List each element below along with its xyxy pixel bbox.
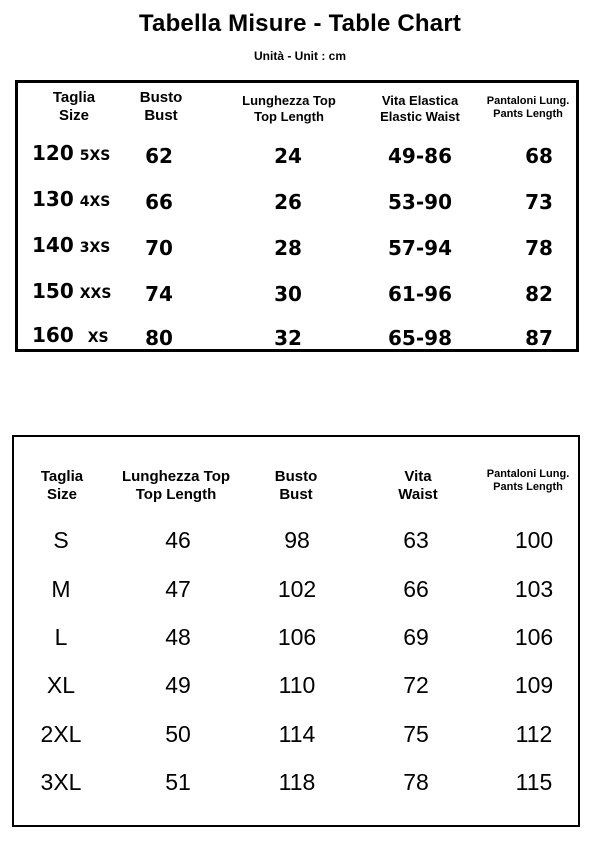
- pants-cell: 109: [514, 672, 554, 698]
- pants-cell: 103: [514, 576, 554, 602]
- size-cell: 150 XXS: [32, 279, 112, 303]
- size-cell: 2XL: [40, 721, 82, 747]
- waist-cell: 65-98: [388, 326, 452, 350]
- size-cell: S: [53, 527, 69, 553]
- waist-cell: 69: [403, 624, 429, 650]
- waist-cell: 63: [403, 527, 429, 553]
- bust-cell: 70: [145, 236, 173, 260]
- kids-size-table: [15, 80, 579, 352]
- header-size: Taglia Size: [40, 468, 84, 504]
- size-cell: L: [54, 624, 68, 650]
- header-pants-length: Pantaloni Lung. Pants Length: [486, 95, 570, 121]
- top-length-cell: 26: [274, 190, 302, 214]
- size-cell: 3XL: [40, 769, 82, 795]
- header-elastic-waist: Vita Elastica Elastic Waist: [380, 93, 460, 124]
- bust-cell: 106: [277, 624, 317, 650]
- top-length-cell: 50: [165, 721, 191, 747]
- size-cell: 120 5XS: [32, 141, 111, 165]
- top-length-cell: 32: [274, 326, 302, 350]
- pants-cell: 115: [515, 769, 553, 795]
- header-size: Taglia Size: [52, 89, 96, 125]
- top-length-cell: 28: [274, 236, 302, 260]
- bust-cell: 98: [284, 527, 310, 553]
- top-length-cell: 49: [165, 672, 191, 698]
- header-bust: Busto Bust: [139, 89, 183, 125]
- top-length-cell: 51: [165, 769, 191, 795]
- top-length-cell: 46: [165, 527, 191, 553]
- header-top-length: Lunghezza Top Top Length: [121, 468, 231, 504]
- pants-cell: 78: [525, 236, 553, 260]
- bust-cell: 110: [278, 672, 316, 698]
- size-cell: 160 XS: [32, 323, 109, 347]
- bust-cell: 62: [145, 144, 173, 168]
- bust-cell: 114: [278, 721, 316, 747]
- page-title: Tabella Misure - Table Chart: [138, 10, 462, 37]
- bust-cell: 102: [277, 576, 317, 602]
- top-length-cell: 48: [165, 624, 191, 650]
- waist-cell: 53-90: [388, 190, 452, 214]
- pants-cell: 106: [514, 624, 554, 650]
- size-cell: 130 4XS: [32, 187, 111, 211]
- unit-subtitle: Unità - Unit : cm: [254, 49, 346, 63]
- header-top-length: Lunghezza Top Top Length: [242, 93, 336, 124]
- top-length-cell: 47: [165, 576, 191, 602]
- size-cell: M: [51, 576, 71, 602]
- waist-cell: 49-86: [388, 144, 452, 168]
- size-cell: XL: [46, 672, 76, 698]
- top-length-cell: 30: [274, 282, 302, 306]
- top-length-cell: 24: [274, 144, 302, 168]
- bust-cell: 118: [278, 769, 316, 795]
- header-bust: Busto Bust: [274, 468, 318, 504]
- waist-cell: 66: [403, 576, 429, 602]
- size-cell: 140 3XS: [32, 233, 111, 257]
- pants-cell: 87: [525, 326, 553, 350]
- waist-cell: 75: [403, 721, 429, 747]
- header-waist: Vita Waist: [398, 468, 438, 504]
- waist-cell: 57-94: [388, 236, 452, 260]
- waist-cell: 78: [403, 769, 429, 795]
- adult-size-table: [12, 435, 580, 827]
- waist-cell: 72: [403, 672, 429, 698]
- pants-cell: 68: [525, 144, 553, 168]
- header-pants-length: Pantaloni Lung. Pants Length: [486, 468, 570, 494]
- pants-cell: 100: [514, 527, 554, 553]
- pants-cell: 73: [525, 190, 553, 214]
- bust-cell: 74: [145, 282, 173, 306]
- pants-cell: 82: [525, 282, 553, 306]
- bust-cell: 66: [145, 190, 173, 214]
- waist-cell: 61-96: [388, 282, 452, 306]
- bust-cell: 80: [145, 326, 173, 350]
- pants-cell: 112: [515, 721, 553, 747]
